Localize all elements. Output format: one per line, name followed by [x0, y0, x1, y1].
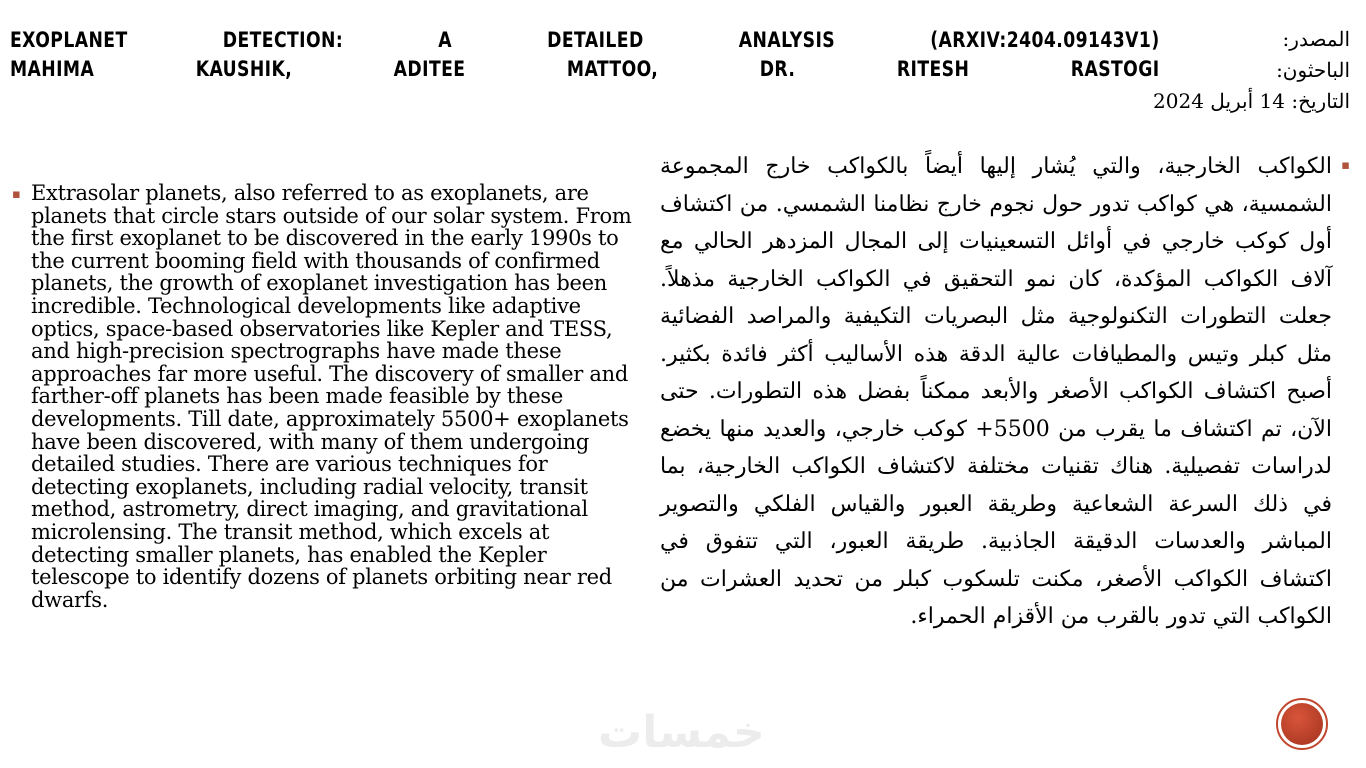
header-word: MAHIMA — [10, 57, 95, 81]
arabic-column — [660, 148, 1350, 636]
researchers-label: الباحثون: — [1276, 58, 1350, 82]
next-slide-button[interactable] — [1276, 698, 1328, 750]
header-word: MATTOO, — [566, 57, 659, 81]
header-word: DR. — [759, 57, 796, 81]
header-word: ANALYSIS — [738, 28, 836, 52]
english-header — [10, 26, 1160, 84]
header-word: RASTOGI — [1070, 57, 1160, 81]
header-word: DETAILED — [547, 28, 644, 52]
bullet-square-icon: ▪ — [12, 187, 21, 202]
header-word: KAUSHIK, — [195, 57, 293, 81]
watermark-logo: خمسات — [598, 707, 765, 758]
date-label: التاريخ: 14 أبريل 2024 — [1153, 89, 1350, 113]
header-authors-line — [10, 55, 1160, 84]
header-word: (ARXIV:2404.09143V1) — [930, 28, 1160, 52]
header-word: EXOPLANET — [10, 28, 128, 52]
source-label: المصدر: — [1282, 27, 1350, 51]
arabic-header — [1153, 24, 1350, 117]
header-word: DETECTION: — [222, 28, 344, 52]
circle-icon — [1281, 703, 1323, 745]
english-paragraph: Extrasolar planets, also referred to as exoplanets, are planets that circle stars outside of our solar system. From the first exoplanet to be discovered in the early 1990s to the current booming field with thousands of confirmed planets, the growth of exoplanet investigation has been incredible. Technological developments like adaptive optics, space-based observatories like Kepler and TESS, and high-precision spectrographs have made these approaches far more useful. The discovery of smaller and farther-off planets has been made feasible by these developments. Till date, approximately 5500+ exoplanets have been discovered, with many of them undergoing detailed studies. There are various techniques for detecting exoplanets, including radial velocity, transit method, astrometry, direct imaging, and gravitational microlensing. The transit method, which excels at detecting smaller planets, has enabled the Kepler telescope to identify dozens of planets orbiting near red dwarfs. — [31, 181, 632, 612]
english-column — [12, 182, 636, 611]
arabic-paragraph: الكواكب الخارجية، والتي يُشار إليها أيضاً بالكواكب خارج المجموعة الشمسية، هي كواكب تدور حول نجوم خارج نظامنا الشمسي. من اكتشاف أول كوكب خارجي في أوائل التسعينيات إلى المجال المزدهر الحالي مع آلاف الكواكب المؤكدة، كان نمو التحقيق في الكواكب الخارجية مذهلاً. جعلت التطورات التكنولوجية مثل البصريات التكيفية والمراصد الفضائية مثل كبلر وتيس والمطيافات عالية الدقة هذه الأساليب أكثر فائدة بكثير. أصبح اكتشاف الكواكب الأصغر والأبعد ممكناً بفضل هذه التطورات. حتى الآن، تم اكتشاف ما يقرب من 5500+ كوكب خارجي، والعديد منها يخضع لدراسات تفصيلية. هناك تقنيات مختلفة لاكتشاف الكواكب الخارجية، بما في ذلك السرعة الشعاعية وطريقة العبور والقياس الفلكي والتصوير المباشر والعدسات الدقيقة الجاذبية. طريقة العبور، التي تتفوق في اكتشاف الكواكب الأصغر، مكنت تلسكوب كبلر من تحديد العشرات من الكواكب التي تدور بالقرب من الأقزام الحمراء. — [660, 154, 1332, 629]
header-word: A — [438, 28, 453, 52]
header-word: RITESH — [896, 57, 970, 81]
header-word: ADITEE — [393, 57, 466, 81]
header-title-line — [10, 26, 1160, 55]
bullet-square-icon: ▪ — [1341, 158, 1350, 173]
